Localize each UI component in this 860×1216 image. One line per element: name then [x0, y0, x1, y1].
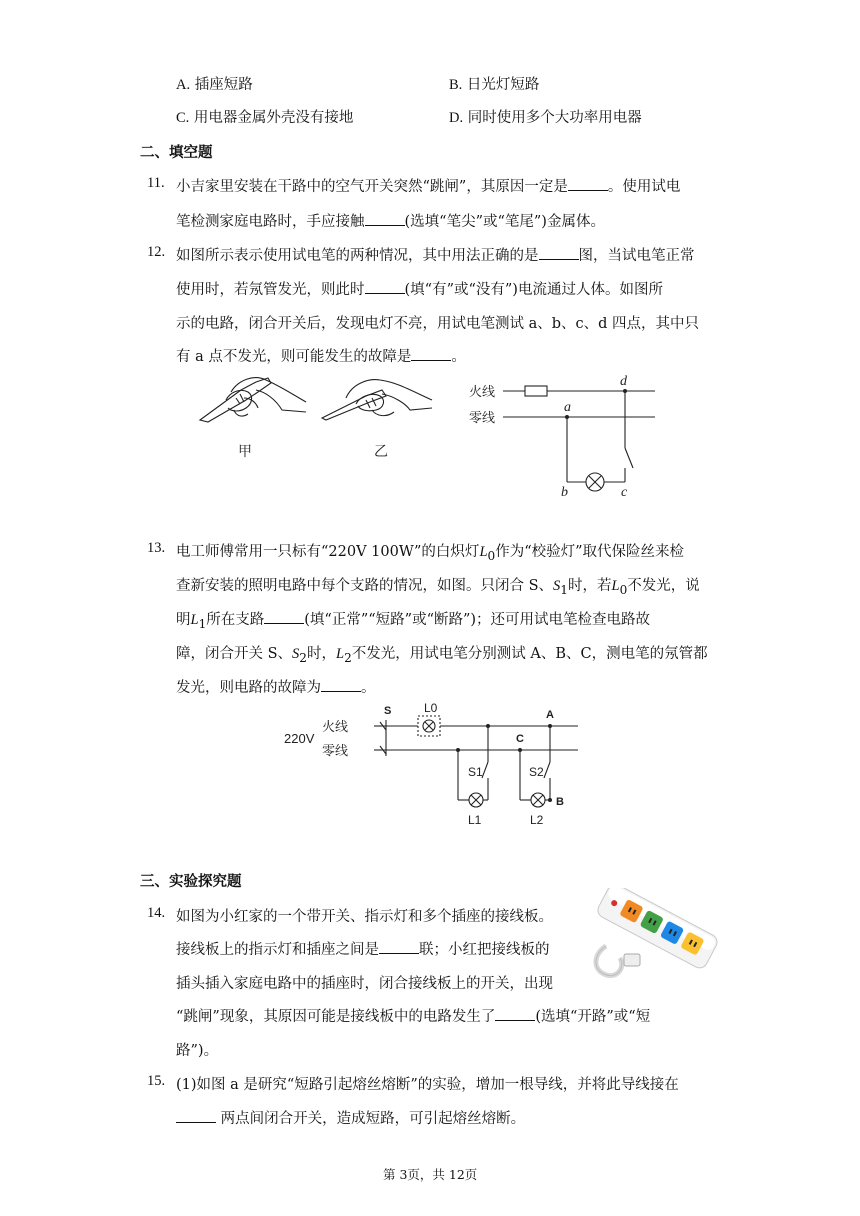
label-jia: 甲 — [238, 444, 252, 460]
q11-line1: 小吉家里安装在干路中的空气开关突然“跳闸”，其原因一定是 。使用试电 — [176, 175, 680, 196]
q12-line3: 示的电路，闭合开关后，发现电灯不亮，用试电笔测试 a、b、c、d 四点，其中只 — [176, 316, 700, 332]
power-strip-image — [586, 888, 722, 988]
answer-blank[interactable] — [539, 245, 579, 260]
lamp-l0-label: L0 — [424, 701, 438, 715]
q14-number: 14. — [147, 905, 166, 921]
section-experiment-heading: 三、实验探究题 — [140, 873, 242, 890]
point-b-label: B — [556, 796, 564, 808]
voltage-label: 220V — [284, 731, 315, 746]
q12-line1: 如图所示表示使用试电笔的两种情况，其中用法正确的是 图，当试电笔正常 — [176, 244, 695, 265]
q13-number: 13. — [147, 540, 166, 556]
q14-line4: “跳闸”现象，其原因可能是接线板中的电路发生了 (选填“开路”或“短 — [176, 1005, 650, 1026]
answer-blank[interactable] — [495, 1006, 535, 1021]
point-a-label: A — [546, 709, 554, 721]
lamp-l2-label: L2 — [530, 813, 544, 827]
q13-line2: 查新安装的照明电路中每个支路的情况，如图。只闭合 S、$S_1$时，若$L_0$不发光，说 — [176, 578, 700, 597]
point-d-label: d — [620, 374, 627, 389]
q13-line5: 发光，则电路的故障为 。 — [176, 676, 376, 697]
q13-circuit-diagram — [282, 700, 582, 832]
option-a-text: 插座短路 — [194, 77, 253, 93]
option-a: A. 插座短路 — [176, 77, 253, 93]
switch-s2-label: S2 — [529, 765, 544, 779]
q14-line1: 如图为小红家的一个带开关、指示灯和多个插座的接线板。 — [176, 909, 553, 925]
option-d-text: 同时使用多个大功率用电器 — [467, 110, 642, 126]
point-c-label: c — [621, 485, 628, 500]
lamp-l1-label: L1 — [468, 813, 482, 827]
q12-line4: 有 a 点不发光，则可能发生的故障是 。 — [176, 345, 466, 366]
label-yi: 乙 — [374, 444, 388, 460]
option-c-text: 用电器金属外壳没有接地 — [193, 110, 354, 126]
answer-blank[interactable] — [264, 609, 304, 624]
option-b: B. 日光灯短路 — [449, 77, 540, 93]
option-b-text: 日光灯短路 — [466, 77, 540, 93]
answer-blank[interactable] — [365, 211, 405, 226]
switch-icon — [625, 448, 633, 468]
q15-number: 15. — [147, 1073, 166, 1089]
q14-line5: 路”)。 — [176, 1043, 219, 1059]
answer-blank[interactable] — [176, 1108, 216, 1123]
q11-number: 11. — [147, 175, 165, 191]
q12-line2: 使用时，若氖管发光，则此时 (填“有”或“没有”)电流通过人体。如图所 — [176, 278, 663, 299]
q15-line1: (1)如图 a 是研究“短路引起熔丝熔断”的实验，增加一根导线，并将此导线接在 — [176, 1077, 679, 1093]
hand-yi-icon — [322, 380, 432, 420]
answer-blank[interactable] — [321, 677, 361, 692]
q11-line2: 笔检测家庭电路时，手应接触 (选填“笔尖”或“笔尾”)金属体。 — [176, 210, 605, 231]
answer-blank[interactable] — [365, 279, 405, 294]
q14-line2: 接线板上的指示灯和插座之间是 联；小红把接线板的 — [176, 938, 550, 959]
point-b-label: b — [561, 485, 568, 500]
neutral-wire-label: 零线 — [322, 744, 349, 759]
switch-s-label: S — [384, 705, 392, 717]
switch-s1-label: S1 — [468, 765, 483, 779]
switch-s2-icon — [544, 762, 550, 778]
answer-blank[interactable] — [379, 939, 419, 954]
q12-number: 12. — [147, 244, 166, 260]
point-c-label: C — [516, 733, 524, 745]
answer-blank[interactable] — [411, 346, 451, 361]
switch-s1-icon — [482, 762, 488, 778]
q13-line3: 明$L_1$所在支路 (填“正常”“短路”或“断路”)；还可用试电笔检查电路故 — [176, 608, 650, 631]
option-d: D. 同时使用多个大功率用电器 — [449, 110, 642, 126]
page-footer: 第 3页，共 12页 — [383, 1167, 478, 1182]
q14-line3: 插头插入家庭电路中的插座时，闭合接线板上的开关，出现 — [176, 976, 553, 992]
q15-line2: 两点间闭合开关，造成短路，可引起熔丝熔断。 — [176, 1107, 525, 1128]
answer-blank[interactable] — [568, 176, 608, 191]
fuse-icon — [525, 386, 547, 396]
main-switch-icon — [380, 720, 386, 756]
q13-line4: 障，闭合开关 S、$S_2$时，$L_2$不发光，用试电笔分别测试 A、B、C，测电笔的氖管都 — [176, 646, 708, 665]
live-wire-label: 火线 — [469, 385, 496, 400]
hand-jia-icon — [200, 378, 306, 422]
neutral-wire-label: 零线 — [469, 411, 496, 426]
q12-circuit-diagram — [465, 372, 665, 500]
live-wire-label: 火线 — [322, 720, 349, 735]
point-a-label: a — [564, 400, 571, 415]
option-c: C. 用电器金属外壳没有接地 — [176, 110, 354, 126]
section-fill-blank-heading: 二、填空题 — [140, 144, 213, 161]
test-pen-figure — [196, 370, 441, 465]
q13-line1: 电工师傅常用一只标有“220V 100W”的白炽灯$L_0$作为“校验灯”取代保险丝来检 — [176, 544, 685, 563]
